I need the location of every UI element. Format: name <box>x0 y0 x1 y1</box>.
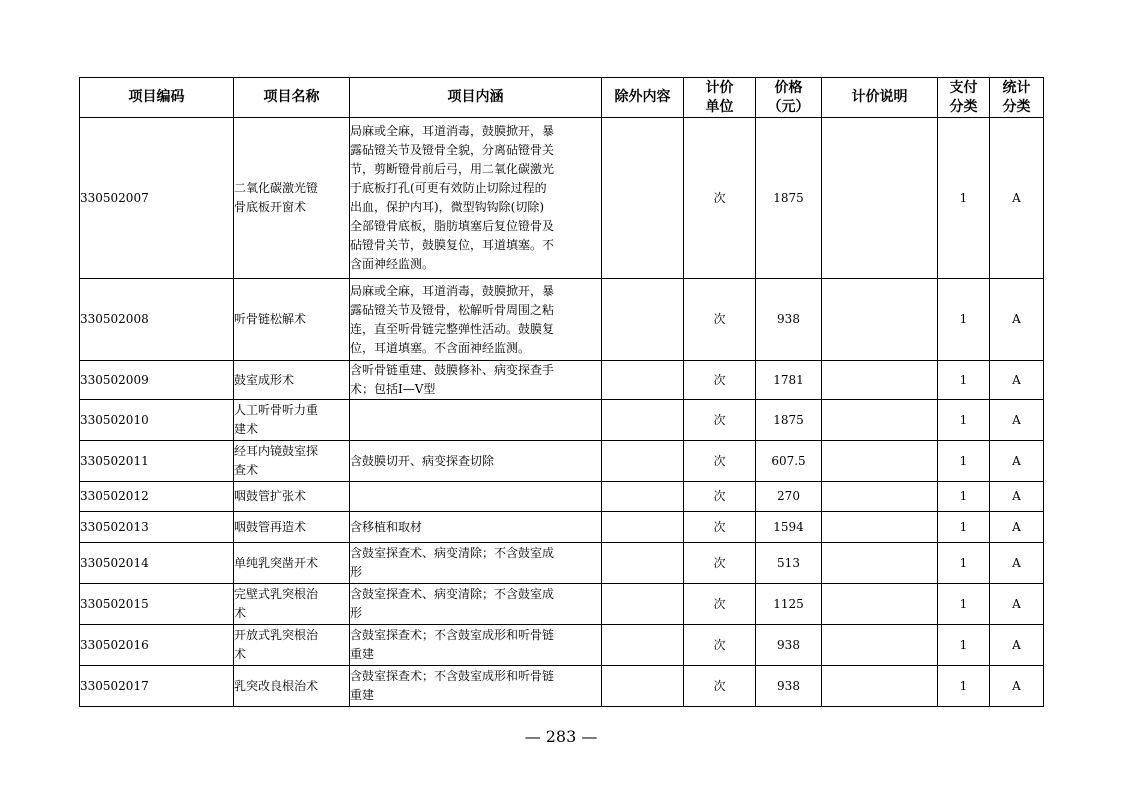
cell-stat-class: A <box>990 482 1044 512</box>
cell-pay-class: 1 <box>938 118 990 279</box>
cell-excluded <box>602 584 684 625</box>
cell-excluded <box>602 666 684 707</box>
cell-excluded <box>602 441 684 482</box>
cell-excluded <box>602 543 684 584</box>
cell-stat-class: A <box>990 118 1044 279</box>
cell-excluded <box>602 118 684 279</box>
cell-code: 330502017 <box>80 666 234 707</box>
cell-name: 完壁式乳突根治 术 <box>234 584 350 625</box>
header-stat-class: 统计 分类 <box>990 78 1044 118</box>
header-price: 价格 （元） <box>756 78 822 118</box>
table-header-row <box>80 78 1044 118</box>
cell-price: 1875 <box>756 118 822 279</box>
header-name: 项目名称 <box>234 78 350 118</box>
cell-content: 含鼓室探查术、病变清除；不含鼓室成 形 <box>350 543 602 584</box>
cell-code: 330502010 <box>80 400 234 441</box>
cell-note <box>822 279 938 361</box>
cell-code: 330502015 <box>80 584 234 625</box>
cell-excluded <box>602 279 684 361</box>
table-row <box>80 666 1044 707</box>
cell-content <box>350 482 602 512</box>
cell-stat-class: A <box>990 543 1044 584</box>
cell-code: 330502007 <box>80 118 234 279</box>
cell-content <box>350 400 602 441</box>
cell-stat-class: A <box>990 512 1044 543</box>
cell-code: 330502016 <box>80 625 234 666</box>
header-note: 计价说明 <box>822 78 938 118</box>
cell-stat-class: A <box>990 400 1044 441</box>
table-row <box>80 512 1044 543</box>
cell-unit: 次 <box>684 118 756 279</box>
table-row <box>80 400 1044 441</box>
cell-note <box>822 482 938 512</box>
cell-note <box>822 584 938 625</box>
cell-unit: 次 <box>684 400 756 441</box>
cell-unit: 次 <box>684 666 756 707</box>
cell-content: 含鼓室探查术；不含鼓室成形和听骨链 重建 <box>350 666 602 707</box>
cell-content: 含移植和取材 <box>350 512 602 543</box>
table-row <box>80 584 1044 625</box>
cell-unit: 次 <box>684 279 756 361</box>
header-pay-class: 支付 分类 <box>938 78 990 118</box>
cell-pay-class: 1 <box>938 482 990 512</box>
cell-note <box>822 625 938 666</box>
cell-stat-class: A <box>990 441 1044 482</box>
cell-unit: 次 <box>684 543 756 584</box>
table-row <box>80 625 1044 666</box>
cell-excluded <box>602 482 684 512</box>
cell-unit: 次 <box>684 361 756 400</box>
page-number: — 283 — <box>524 727 598 746</box>
cell-name: 单纯乳突凿开术 <box>234 543 350 584</box>
cell-name: 乳突改良根治术 <box>234 666 350 707</box>
cell-unit: 次 <box>684 625 756 666</box>
cell-code: 330502013 <box>80 512 234 543</box>
cell-name: 人工听骨听力重 建术 <box>234 400 350 441</box>
cell-pay-class: 1 <box>938 625 990 666</box>
cell-content: 含鼓膜切开、病变探查切除 <box>350 441 602 482</box>
cell-pay-class: 1 <box>938 361 990 400</box>
cell-price: 1875 <box>756 400 822 441</box>
cell-note <box>822 666 938 707</box>
cell-code: 330502012 <box>80 482 234 512</box>
cell-content: 含鼓室探查术、病变清除；不含鼓室成 形 <box>350 584 602 625</box>
cell-pay-class: 1 <box>938 666 990 707</box>
cell-pay-class: 1 <box>938 400 990 441</box>
table-row <box>80 118 1044 279</box>
header-excluded: 除外内容 <box>602 78 684 118</box>
cell-unit: 次 <box>684 482 756 512</box>
header-code: 项目编码 <box>80 78 234 118</box>
table-row <box>80 543 1044 584</box>
cell-unit: 次 <box>684 441 756 482</box>
price-table <box>79 77 1044 707</box>
cell-price: 513 <box>756 543 822 584</box>
table-row <box>80 482 1044 512</box>
cell-price: 938 <box>756 625 822 666</box>
table-row <box>80 361 1044 400</box>
cell-pay-class: 1 <box>938 279 990 361</box>
cell-note <box>822 118 938 279</box>
cell-excluded <box>602 400 684 441</box>
cell-code: 330502014 <box>80 543 234 584</box>
cell-stat-class: A <box>990 361 1044 400</box>
cell-code: 330502009 <box>80 361 234 400</box>
cell-price: 1781 <box>756 361 822 400</box>
cell-pay-class: 1 <box>938 512 990 543</box>
cell-stat-class: A <box>990 625 1044 666</box>
cell-name: 鼓室成形术 <box>234 361 350 400</box>
cell-pay-class: 1 <box>938 584 990 625</box>
cell-content: 局麻或全麻，耳道消毒，鼓膜掀开，暴 露砧镫关节及镫骨全貌，分离砧镫骨关 节，剪断镫骨前后弓，用二氧化碳激光 于底板打孔(可更有效防止切除过程的 出血，保护内耳)，微型钩钩除(切除) 全部镫骨底板，脂肪填塞后复位镫骨及 砧镫骨关节，鼓膜复位，耳道填塞。不 含面神经监测。 <box>350 118 602 279</box>
cell-price: 938 <box>756 279 822 361</box>
cell-price: 270 <box>756 482 822 512</box>
cell-note <box>822 361 938 400</box>
cell-name: 经耳内镜鼓室探 查术 <box>234 441 350 482</box>
cell-price: 1594 <box>756 512 822 543</box>
cell-excluded <box>602 625 684 666</box>
cell-note <box>822 543 938 584</box>
cell-content: 含鼓室探查术；不含鼓室成形和听骨链 重建 <box>350 625 602 666</box>
cell-stat-class: A <box>990 666 1044 707</box>
cell-price: 938 <box>756 666 822 707</box>
cell-note <box>822 400 938 441</box>
cell-pay-class: 1 <box>938 543 990 584</box>
cell-code: 330502008 <box>80 279 234 361</box>
table-row <box>80 441 1044 482</box>
cell-note <box>822 441 938 482</box>
cell-name: 开放式乳突根治 术 <box>234 625 350 666</box>
cell-stat-class: A <box>990 584 1044 625</box>
cell-name: 咽鼓管再造术 <box>234 512 350 543</box>
cell-price: 607.5 <box>756 441 822 482</box>
cell-excluded <box>602 512 684 543</box>
cell-price: 1125 <box>756 584 822 625</box>
cell-content: 含听骨链重建、鼓膜修补、病变探查手 术；包括Ⅰ—Ⅴ型 <box>350 361 602 400</box>
cell-stat-class: A <box>990 279 1044 361</box>
cell-name: 二氧化碳激光镫 骨底板开窗术 <box>234 118 350 279</box>
header-content: 项目内涵 <box>350 78 602 118</box>
cell-excluded <box>602 361 684 400</box>
cell-unit: 次 <box>684 512 756 543</box>
cell-name: 咽鼓管扩张术 <box>234 482 350 512</box>
cell-name: 听骨链松解术 <box>234 279 350 361</box>
table-row <box>80 279 1044 361</box>
cell-pay-class: 1 <box>938 441 990 482</box>
cell-code: 330502011 <box>80 441 234 482</box>
cell-unit: 次 <box>684 584 756 625</box>
cell-content: 局麻或全麻，耳道消毒，鼓膜掀开，暴 露砧镫关节及镫骨，松解听骨周围之粘 连，直至听骨链完整弹性活动。鼓膜复 位，耳道填塞。不含面神经监测。 <box>350 279 602 361</box>
cell-note <box>822 512 938 543</box>
header-unit: 计价 单位 <box>684 78 756 118</box>
